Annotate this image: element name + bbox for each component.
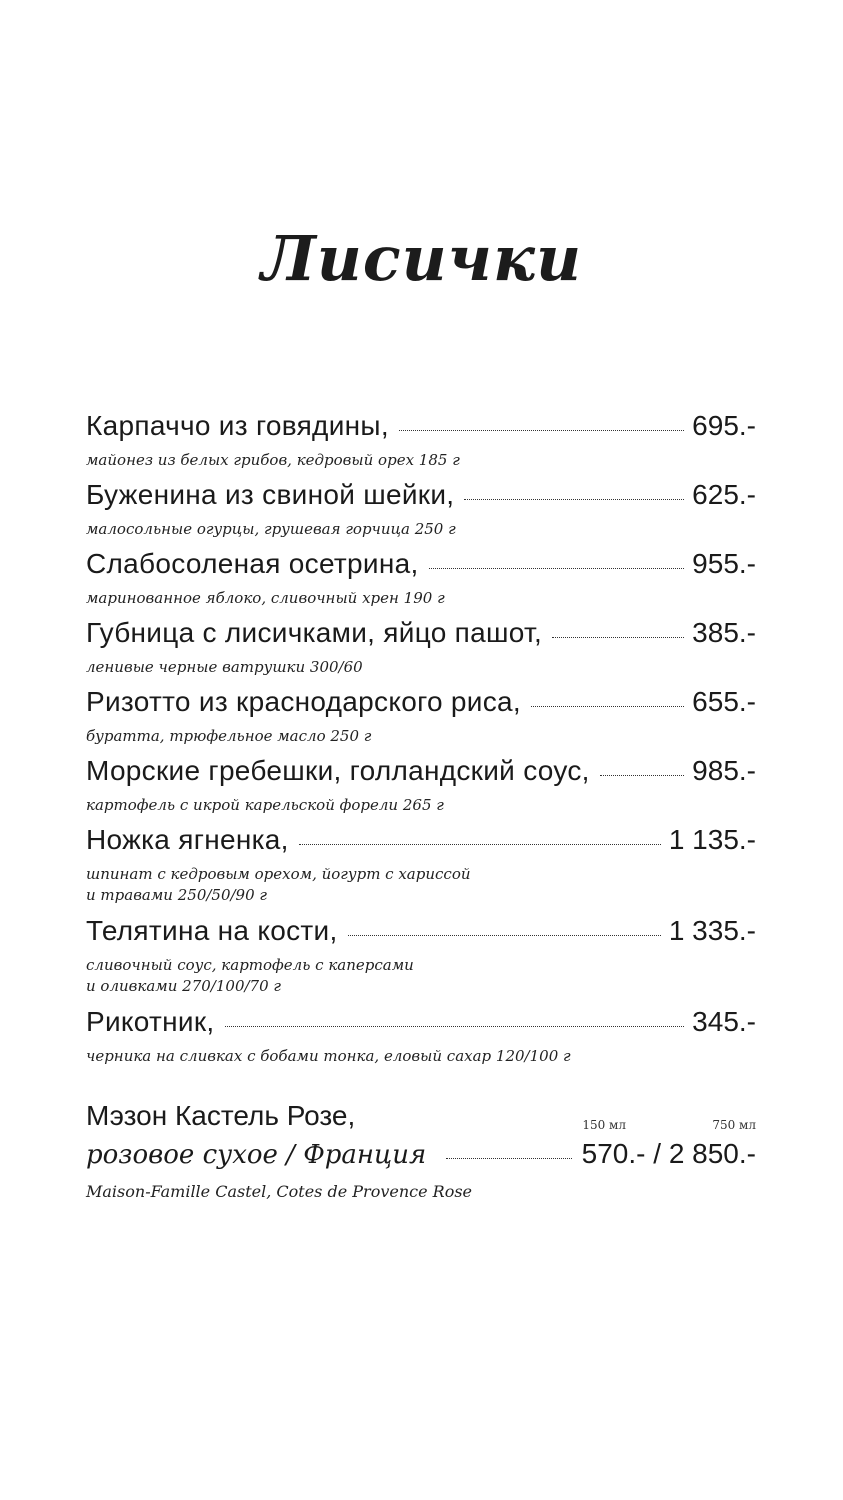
- dish-description: малосольные огурцы, грушевая горчица 250 г: [86, 520, 456, 538]
- dish-description: маринованное яблоко, сливочный хрен 190 г: [86, 589, 445, 607]
- dish-price: 695.-: [692, 410, 756, 441]
- wine-volume-small: 150 мл: [582, 1118, 626, 1132]
- menu-item: [86, 617, 756, 686]
- dish-description: шпинат с кедровым орехом, йогурт с хариссой: [86, 865, 471, 883]
- wine-volume-large: 750 мл: [712, 1118, 756, 1132]
- leader-dots: [225, 1026, 685, 1027]
- dish-description: майонез из белых грибов, кедровый орех 185 г: [86, 451, 460, 469]
- wine-price: 570.- / 2 850.-: [581, 1138, 756, 1169]
- page-title: Лисички: [260, 222, 583, 295]
- dish-description: сливочный соус, картофель с каперсами: [86, 956, 414, 974]
- wine-block: [86, 1100, 756, 1201]
- menu-item: [86, 410, 756, 479]
- dish-price: 985.-: [692, 755, 756, 786]
- dish-description: ленивые черные ватрушки 300/60: [86, 658, 363, 676]
- leader-dots: [446, 1158, 571, 1159]
- leader-dots: [399, 430, 684, 431]
- dish-price: 1 135.-: [668, 824, 756, 855]
- menu-item: [86, 915, 756, 1006]
- dish-name: Морские гребешки, голландский соус,: [86, 755, 590, 786]
- dish-name: Ножка ягненка,: [86, 824, 289, 855]
- wine-original-name: Maison-Famille Castel, Cotes de Provence Rose: [86, 1182, 473, 1201]
- dish-name: Рикотник,: [86, 1006, 215, 1037]
- dish-name: Карпаччо из говядины,: [86, 410, 389, 441]
- dish-description-line2: и оливками 270/100/70 г: [86, 977, 281, 995]
- menu-item: [86, 686, 756, 755]
- wine-name: Мэзон Кастель Розе,: [86, 1100, 356, 1131]
- dish-description-line2: и травами 250/50/90 г: [86, 886, 267, 904]
- dish-name: Слабосоленая осетрина,: [86, 548, 419, 579]
- dish-price: 625.-: [692, 479, 756, 510]
- leader-dots: [299, 844, 661, 845]
- leader-dots: [552, 637, 684, 638]
- dish-name: Ризотто из краснодарского риса,: [86, 686, 521, 717]
- dish-description: картофель с икрой карельской форели 265 г: [86, 796, 444, 814]
- dish-name: Губница с лисичками, яйцо пашот,: [86, 617, 543, 648]
- dish-price: 655.-: [692, 686, 756, 717]
- dish-name: Телятина на кости,: [86, 915, 338, 946]
- menu-item: [86, 755, 756, 824]
- menu-item: [86, 479, 756, 548]
- leader-dots: [531, 706, 684, 707]
- leader-dots: [600, 775, 684, 776]
- dish-price: 385.-: [692, 617, 756, 648]
- leader-dots: [464, 499, 684, 500]
- menu-list: [86, 410, 756, 1075]
- menu-item: [86, 824, 756, 915]
- menu-item: [86, 1006, 756, 1075]
- leader-dots: [348, 935, 661, 936]
- dish-price: 955.-: [692, 548, 756, 579]
- dish-price: 1 335.-: [668, 915, 756, 946]
- dish-description: черника на сливках с бобами тонка, еловый сахар 120/100 г: [86, 1047, 571, 1065]
- dish-price: 345.-: [692, 1006, 756, 1037]
- wine-subtitle: розовое сухое / Франция: [86, 1140, 427, 1170]
- dish-description: буратта, трюфельное масло 250 г: [86, 727, 372, 745]
- dish-name: Буженина из свиной шейки,: [86, 479, 455, 510]
- menu-item: [86, 548, 756, 617]
- leader-dots: [429, 568, 685, 569]
